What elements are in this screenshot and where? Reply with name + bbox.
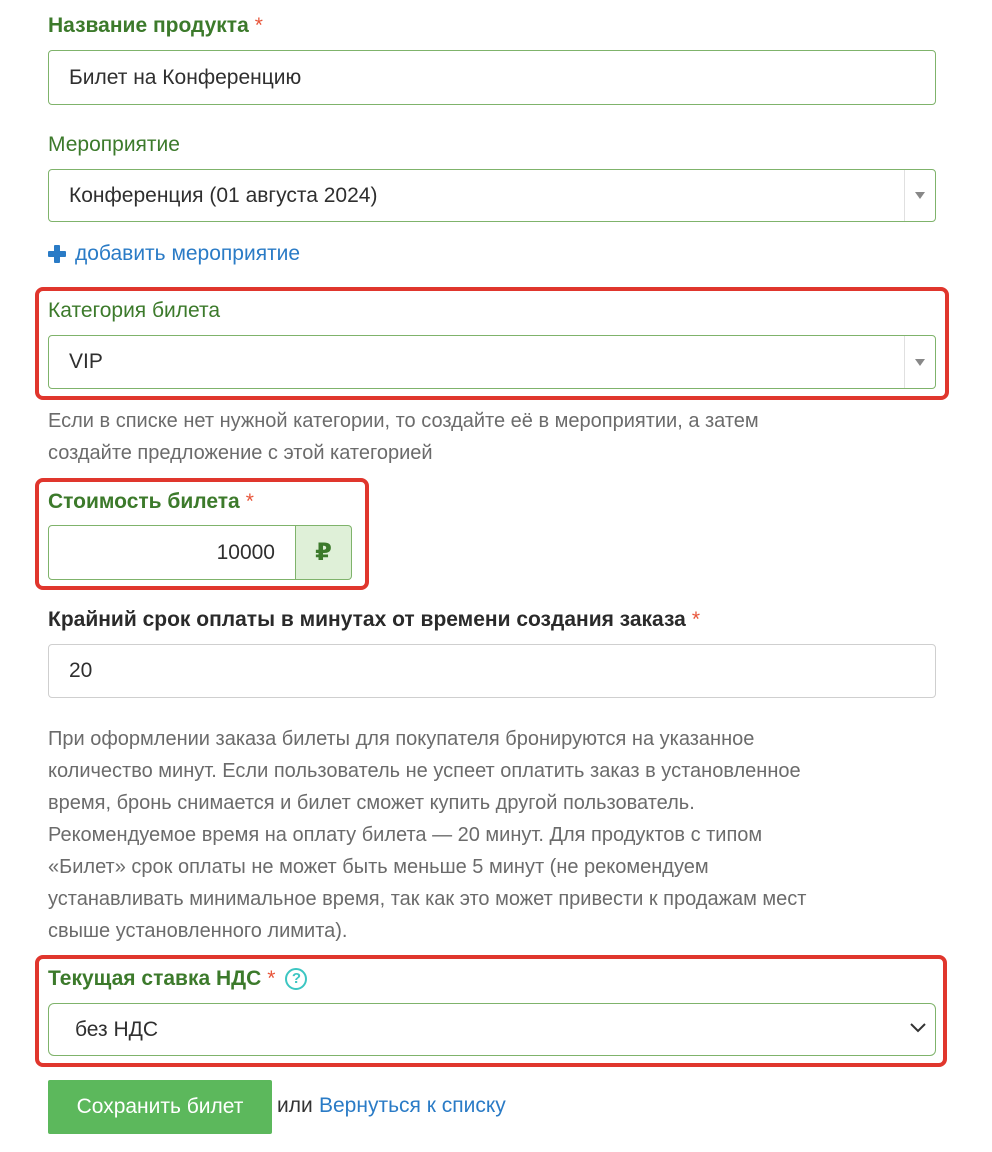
add-event-link[interactable] — [48, 242, 300, 266]
ticket-price-label: Стоимость билета * — [48, 490, 254, 513]
ticket-price-group — [48, 525, 352, 580]
add-event-link-text: добавить мероприятие — [75, 242, 301, 265]
help-icon[interactable]: ? — [285, 968, 307, 990]
product-name-input[interactable] — [48, 50, 936, 105]
event-value: Конференция (01 августа 2024) — [69, 183, 378, 207]
ticket-category-help: Если в списке нет нужной категории, то создайте её в мероприятии, а затем создайте предложение с этой категорией — [48, 410, 759, 464]
required-mark: * — [267, 967, 276, 990]
vat-rate-label: Текущая ставка НДС * ? — [48, 966, 307, 992]
event-select[interactable] — [48, 169, 936, 222]
vat-rate-value: без НДС — [75, 1017, 159, 1041]
event-label: Мероприятие — [48, 133, 180, 156]
ticket-category-select[interactable] — [48, 335, 936, 389]
ruble-icon: ₽ — [296, 525, 352, 580]
payment-deadline-input[interactable] — [48, 644, 936, 698]
ticket-category-label: Категория билета — [48, 299, 221, 322]
required-mark: * — [691, 608, 701, 631]
back-to-list-link[interactable]: Вернуться к списку — [319, 1094, 506, 1117]
required-mark: * — [245, 490, 254, 513]
payment-deadline-value: 20 — [69, 659, 93, 682]
vat-rate-select[interactable] — [48, 1003, 936, 1056]
chevron-down-icon — [909, 1022, 927, 1034]
required-mark: * — [254, 14, 263, 37]
ticket-price-value: 10000 — [216, 540, 275, 564]
product-name-value: Билет на Конференцию — [69, 65, 302, 89]
payment-deadline-help: При оформлении заказа билеты для покупателя бронируются на указанное количество минут. Если пользователь не успеет оплатить заказ в установленное время, бронь снимается и билет сможет купить другой пользователь. Рекомендуемое время на оплату билета — 20 минут. Для продуктов с типом «Билет» срок оплаты не может быть меньше 5 минут (не рекомендуем устанавливать минимальное время, так как это может привести к продажам мест свыше установленного лимита). — [48, 728, 807, 942]
save-ticket-button[interactable]: Сохранить билет — [48, 1080, 272, 1134]
or-text: или — [277, 1094, 313, 1117]
product-name-label: Название продукта * — [48, 14, 263, 37]
ticket-price-input[interactable] — [48, 525, 296, 580]
chevron-down-icon — [904, 336, 935, 388]
plus-icon — [48, 245, 66, 263]
ticket-category-value: VIP — [69, 350, 103, 373]
payment-deadline-label: Крайний срок оплаты в минутах от времени создания заказа * — [48, 608, 701, 631]
chevron-down-icon — [904, 170, 935, 221]
